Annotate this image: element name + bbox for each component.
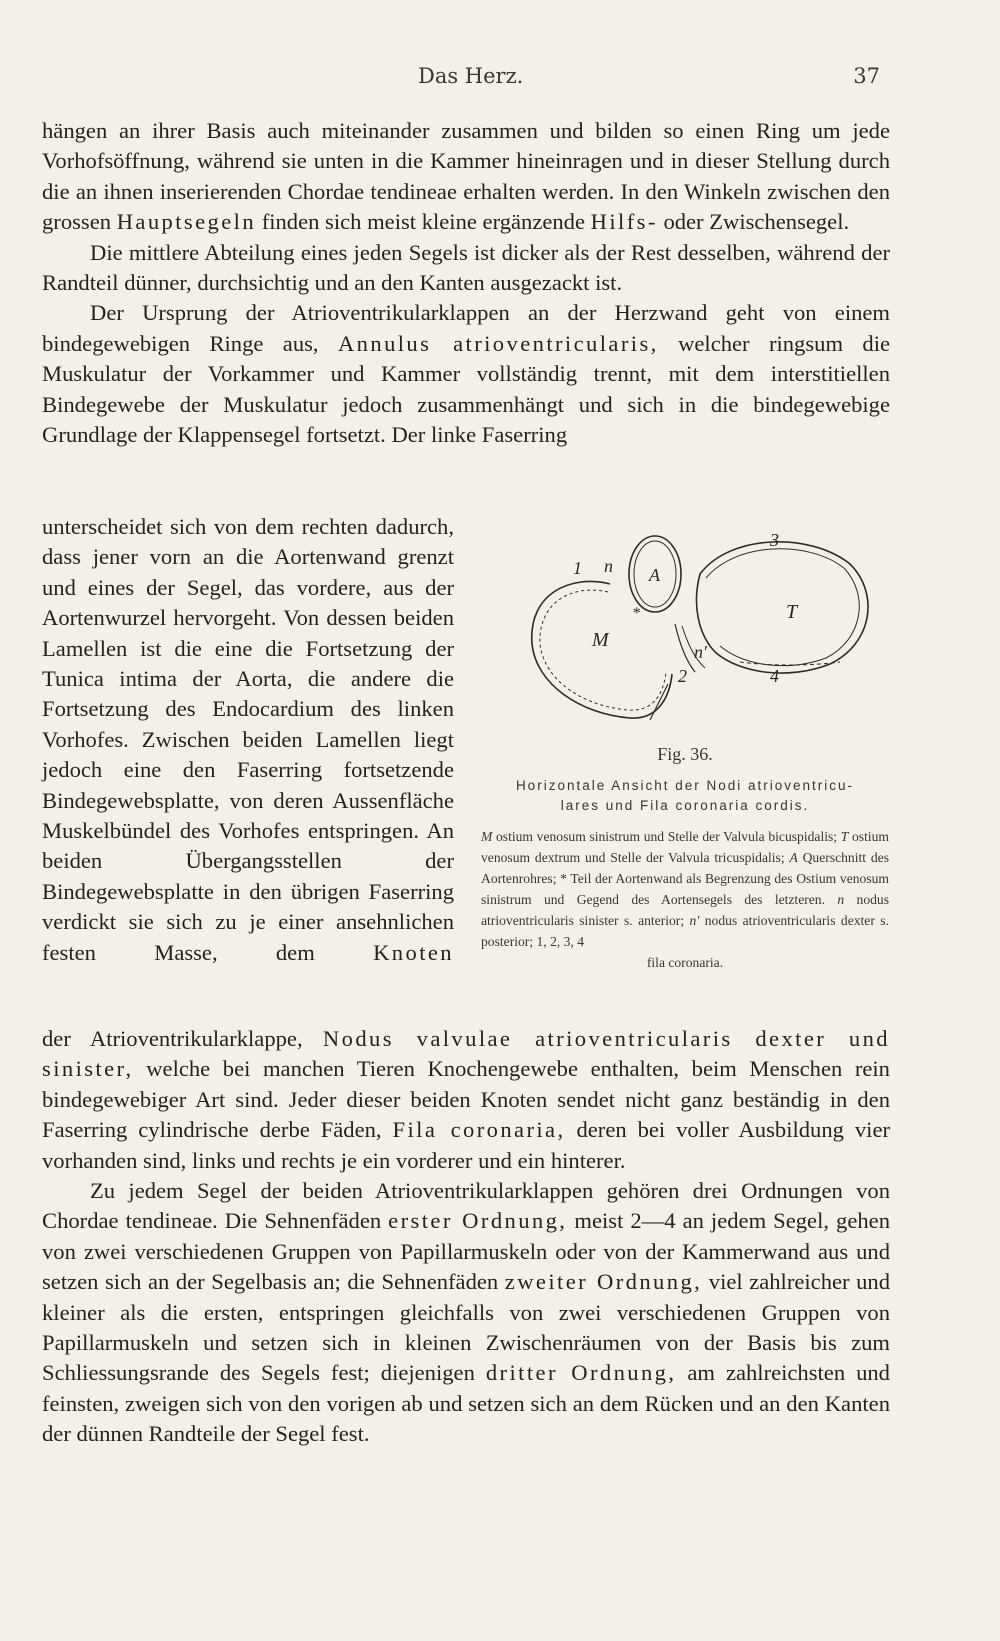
label-4: 4 [770,666,779,686]
label-3: 3 [770,534,779,550]
body-text-bottom [42,1024,890,1450]
paragraph-3-end: der Atrioventrikularklappe, Nodus valvulae atrioventricularis dexter und sinister, welche bei manchen Tieren Knochengewebe enthalten, beim Menschen rein bindegewebiger Art sind. Jeder dieser beiden Knoten sendet nicht ganz beständig in den Faserring cylindrische derbe Fäden, Fila coronaria, deren bei voller Ausbildung vier vorhanden sind, links und rechts je ein vorderer und ein hinterer. [42,1026,890,1173]
label-n-prime: n′ [694,642,707,662]
heart-valves-diagram [510,534,880,734]
running-head [40,64,880,94]
label-star: * [632,605,640,622]
label-m: M [592,629,609,651]
label-2: 2 [678,666,687,686]
figure-label: Fig. 36. [657,744,713,764]
page-number: 37 [853,64,880,88]
label-1: 1 [573,558,582,578]
paragraph-4: Zu jedem Segel der beiden Atrioventrikularklappen gehören drei Ordnungen von Chordae tendineae. Die Sehnenfäden erster Ordnung, meist 2—4 an jedem Segel, gehen von zwei verschiedenen Gruppen von Papillarmuskeln oder von der Kammerwand aus und setzen sich an der Segelbasis an; die Sehnenfäden zweiter Ordnung, viel zahlreicher und kleiner als die ersten, entspringen gleichfalls von zwei verschiedenen Gruppen von Papillarmuskeln und setzen sich in kleinen Zwischenräumen von der Basis bis zum Schliessungsrande des Segels fest; diejenigen dritter Ordnung, am zahlreichsten und feinsten, zweigen sich von den vorigen ab und setzen sich an dem Rücken und an den Kanten der dünnen Randteile der Segel fest. [42,1178,890,1447]
paragraph-2: Die mittlere Abteilung eines jeden Segels ist dicker als der Rest desselben, während der Randteil dünner, durchsichtig und an den Kanten ausgezackt ist. [42,239,890,296]
paragraph-3-continued: unterscheidet sich von dem rechten dadurch, dass jener vorn an die Aortenwand grenzt und eines der Segel, das vordere, aus der Aortenwurzel hervorgeht. Von dessen beiden Lamellen ist die eine die Fortsetzung der Tunica intima der Aorta, die andere die Fortsetzung des Endocardium des linken Vorhofes. Zwischen beiden Lamellen liegt jedoch eine den Faserring fortsetzende Bindegewebsplatte, von deren Aussenfläche Muskelbündel des Vorhofes entspringen. An beiden Übergangsstellen der Bindegewebsplatte in den übrigen Faserring verdickt sie sich zu je einer ansehnlichen festen Masse, dem Knoten [42,514,454,965]
figure-title: Horizontale Ansicht der Nodi atrioventricu- lares und Fila coronaria cordis. [515,778,855,813]
body-text-beside-figure [42,512,454,968]
label-t: T [786,601,798,623]
running-head-title: Das Herz. [418,64,524,88]
paragraph-1: hängen an ihrer Basis auch miteinander zusammen und bilden so einen Ring um jede Vorhofsöffnung, während sie unten in die Kammer hineinragen und in dieser Stellung durch die an ihnen inserierenden Chordae tendineae erhalten werden. In den Winkeln zwischen den grossen Hauptsegeln finden sich meist kleine ergänzende Hilfs- oder Zwischensegel. [42,118,890,235]
label-n: n [604,556,613,576]
ostium-t-outline [696,542,868,673]
figure-caption: M ostium venosum sinistrum und Stelle der Valvula bicuspidalis; T ostium venosum dextrum und Stelle der Valvula tricuspidalis; A Querschnitt des Aortenrohres; * Teil der Aortenwand als Begrenzung des Ostium venosum sinistrum und Gegend des Aortensegels des letzteren. n nodus atrioventricularis sinister s. anterior; n′ nodus atrioventricularis dexter s. posterior; 1, 2, 3, 4 fila coronaria. [481,829,890,970]
body-text-top [42,116,890,450]
paragraph-3: Der Ursprung der Atrioventrikularklappen an der Herzwand geht von einem bindegewebigen Ringe aus, Annulus atrioventricularis, welcher ringsum die Muskulatur der Vorkammer und Kammer vollständig trennt, mit dem interstitiellen Bindegewebe der Muskulatur jedoch zusammenhängt und sich in die bindegewebige Grundlage der Klappensegel fortsetzt. Der linke Faserring [42,300,890,448]
label-a: A [649,565,660,585]
